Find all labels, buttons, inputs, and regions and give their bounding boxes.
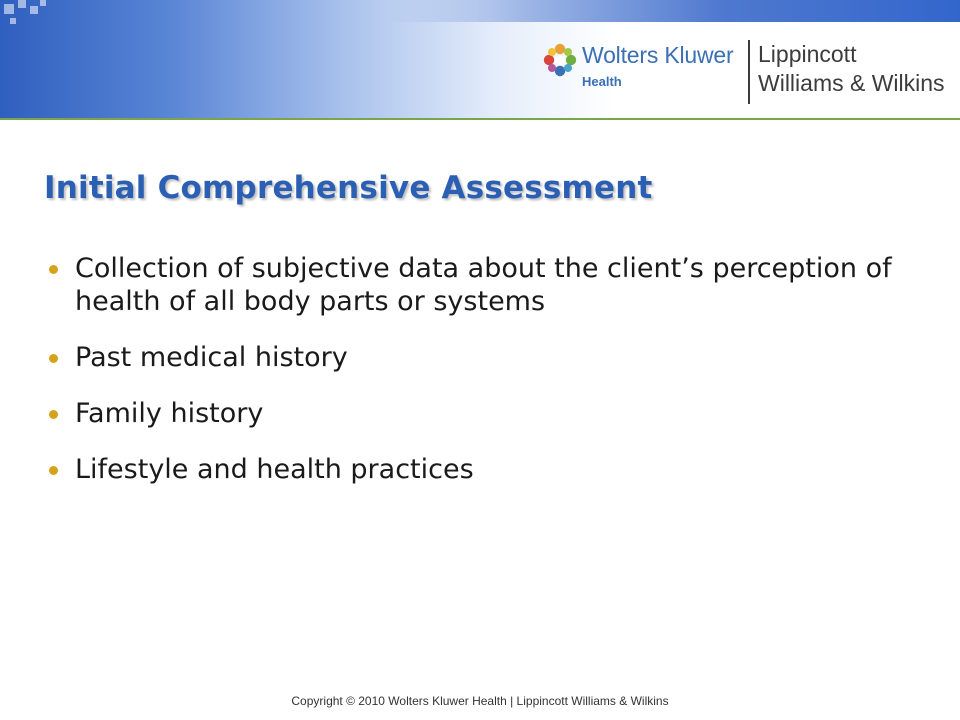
bullet-list [44, 252, 924, 509]
logo-partner-line-2: Williams & Wilkins [758, 70, 945, 96]
logo-partner-name [758, 40, 945, 98]
bullet-item [44, 397, 924, 430]
copyright-footer: Copyright © 2010 Wolters Kluwer Health | Lippincott Williams & Wilkins [291, 694, 669, 708]
bullet-dot-icon [49, 265, 58, 274]
bullet-text: Collection of subjective data about the client’s perception of health of all body parts or systems [75, 253, 892, 317]
bullet-dot-icon [49, 354, 58, 363]
bullet-item [44, 341, 924, 374]
bullet-dot-icon [49, 410, 58, 419]
logo-brand-name: Wolters Kluwer [582, 42, 734, 68]
logo-brand-subtitle: Health [582, 74, 622, 89]
wolters-kluwer-logo-icon [542, 42, 578, 78]
bullet-text: Lifestyle and health practices [75, 454, 474, 485]
header-squares-decoration [0, 0, 60, 30]
bullet-dot-icon [49, 466, 58, 475]
slide-title: Initial Comprehensive Assessment [44, 170, 653, 206]
logo-divider [748, 40, 750, 104]
bullet-text: Past medical history [75, 342, 348, 373]
bullet-item [44, 252, 924, 318]
header-divider-rule [0, 118, 960, 120]
header-top-stripe [0, 0, 960, 22]
bullet-text: Family history [75, 398, 264, 429]
bullet-item [44, 453, 924, 486]
logo-partner-line-1: Lippincott [758, 41, 857, 67]
